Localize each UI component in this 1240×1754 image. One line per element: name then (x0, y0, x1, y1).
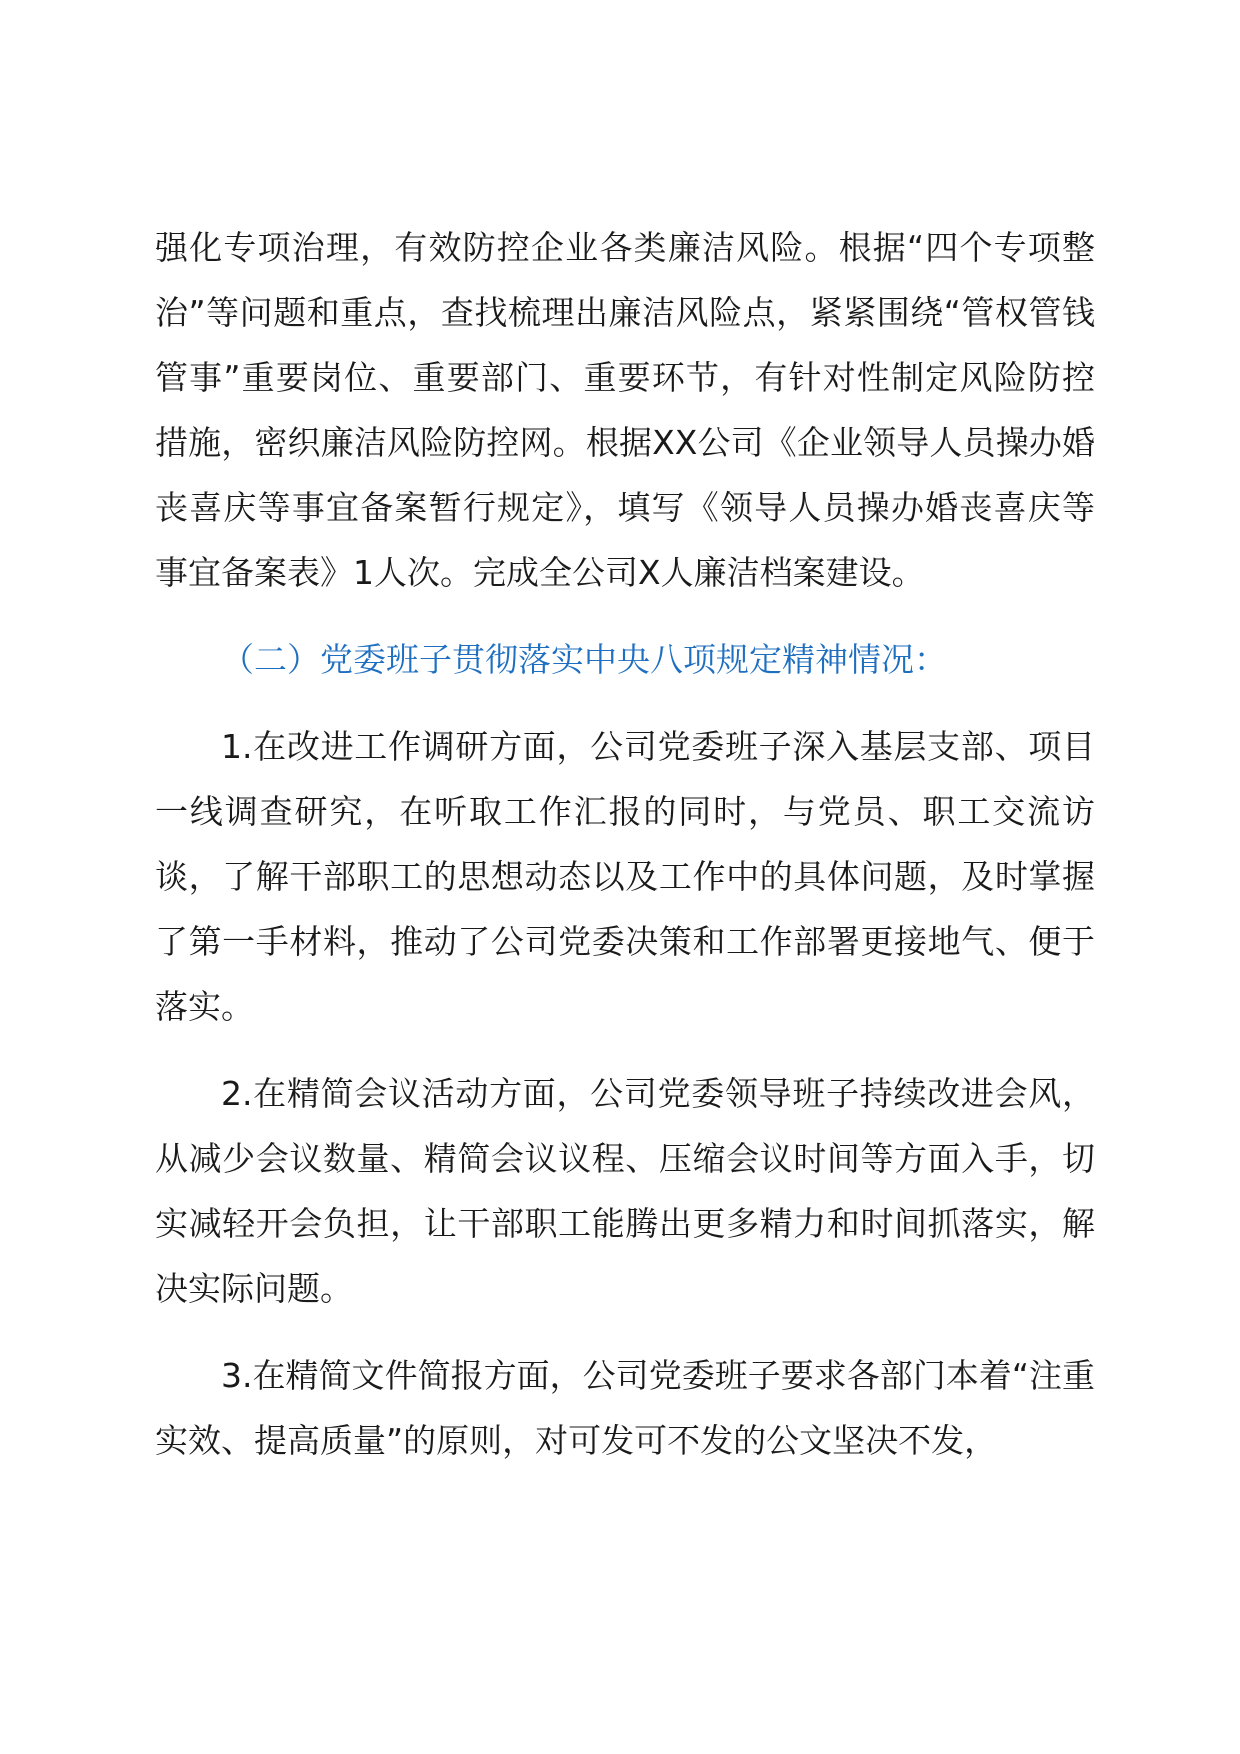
paragraph-continued: 强化专项治理，有效防控企业各类廉洁风险。根据“四个专项整治”等问题和重点，查找梳理出廉洁风险点，紧紧围绕“管权管钱管事”重要岗位、重要部门、重要环节，有针对性制定风险防控措施，密织廉洁风险防控网。根据XX公司《企业领导人员操办婚丧喜庆等事宜备案暂行规定》，填写《领导人员操办婚丧喜庆等事宜备案表》1人次。完成全公司X人廉洁档案建设。 (155, 228, 1095, 592)
section-heading: （二）党委班子贯彻落实中央八项规定精神情况： (221, 640, 947, 679)
paragraph-item-2: 2.在精简会议活动方面，公司党委领导班子持续改进会风，从减少会议数量、精简会议议程、压缩会议时间等方面入手，切实减轻开会负担，让干部职工能腾出更多精力和时间抓落实，解决实际问题。 (155, 1074, 1095, 1308)
document-body (155, 215, 1095, 1495)
paragraph-item-1: 1.在改进工作调研方面，公司党委班子深入基层支部、项目一线调查研究，在听取工作汇报的同时，与党员、职工交流访谈，了解干部职工的思想动态以及工作中的具体问题，及时掌握了第一手材料，推动了公司党委决策和工作部署更接地气、便于落实。 (155, 727, 1095, 1026)
paragraph-item-3: 3.在精简文件简报方面，公司党委班子要求各部门本着“注重实效、提高质量”的原则，对可发可不发的公文坚决不发， (155, 1356, 1095, 1460)
